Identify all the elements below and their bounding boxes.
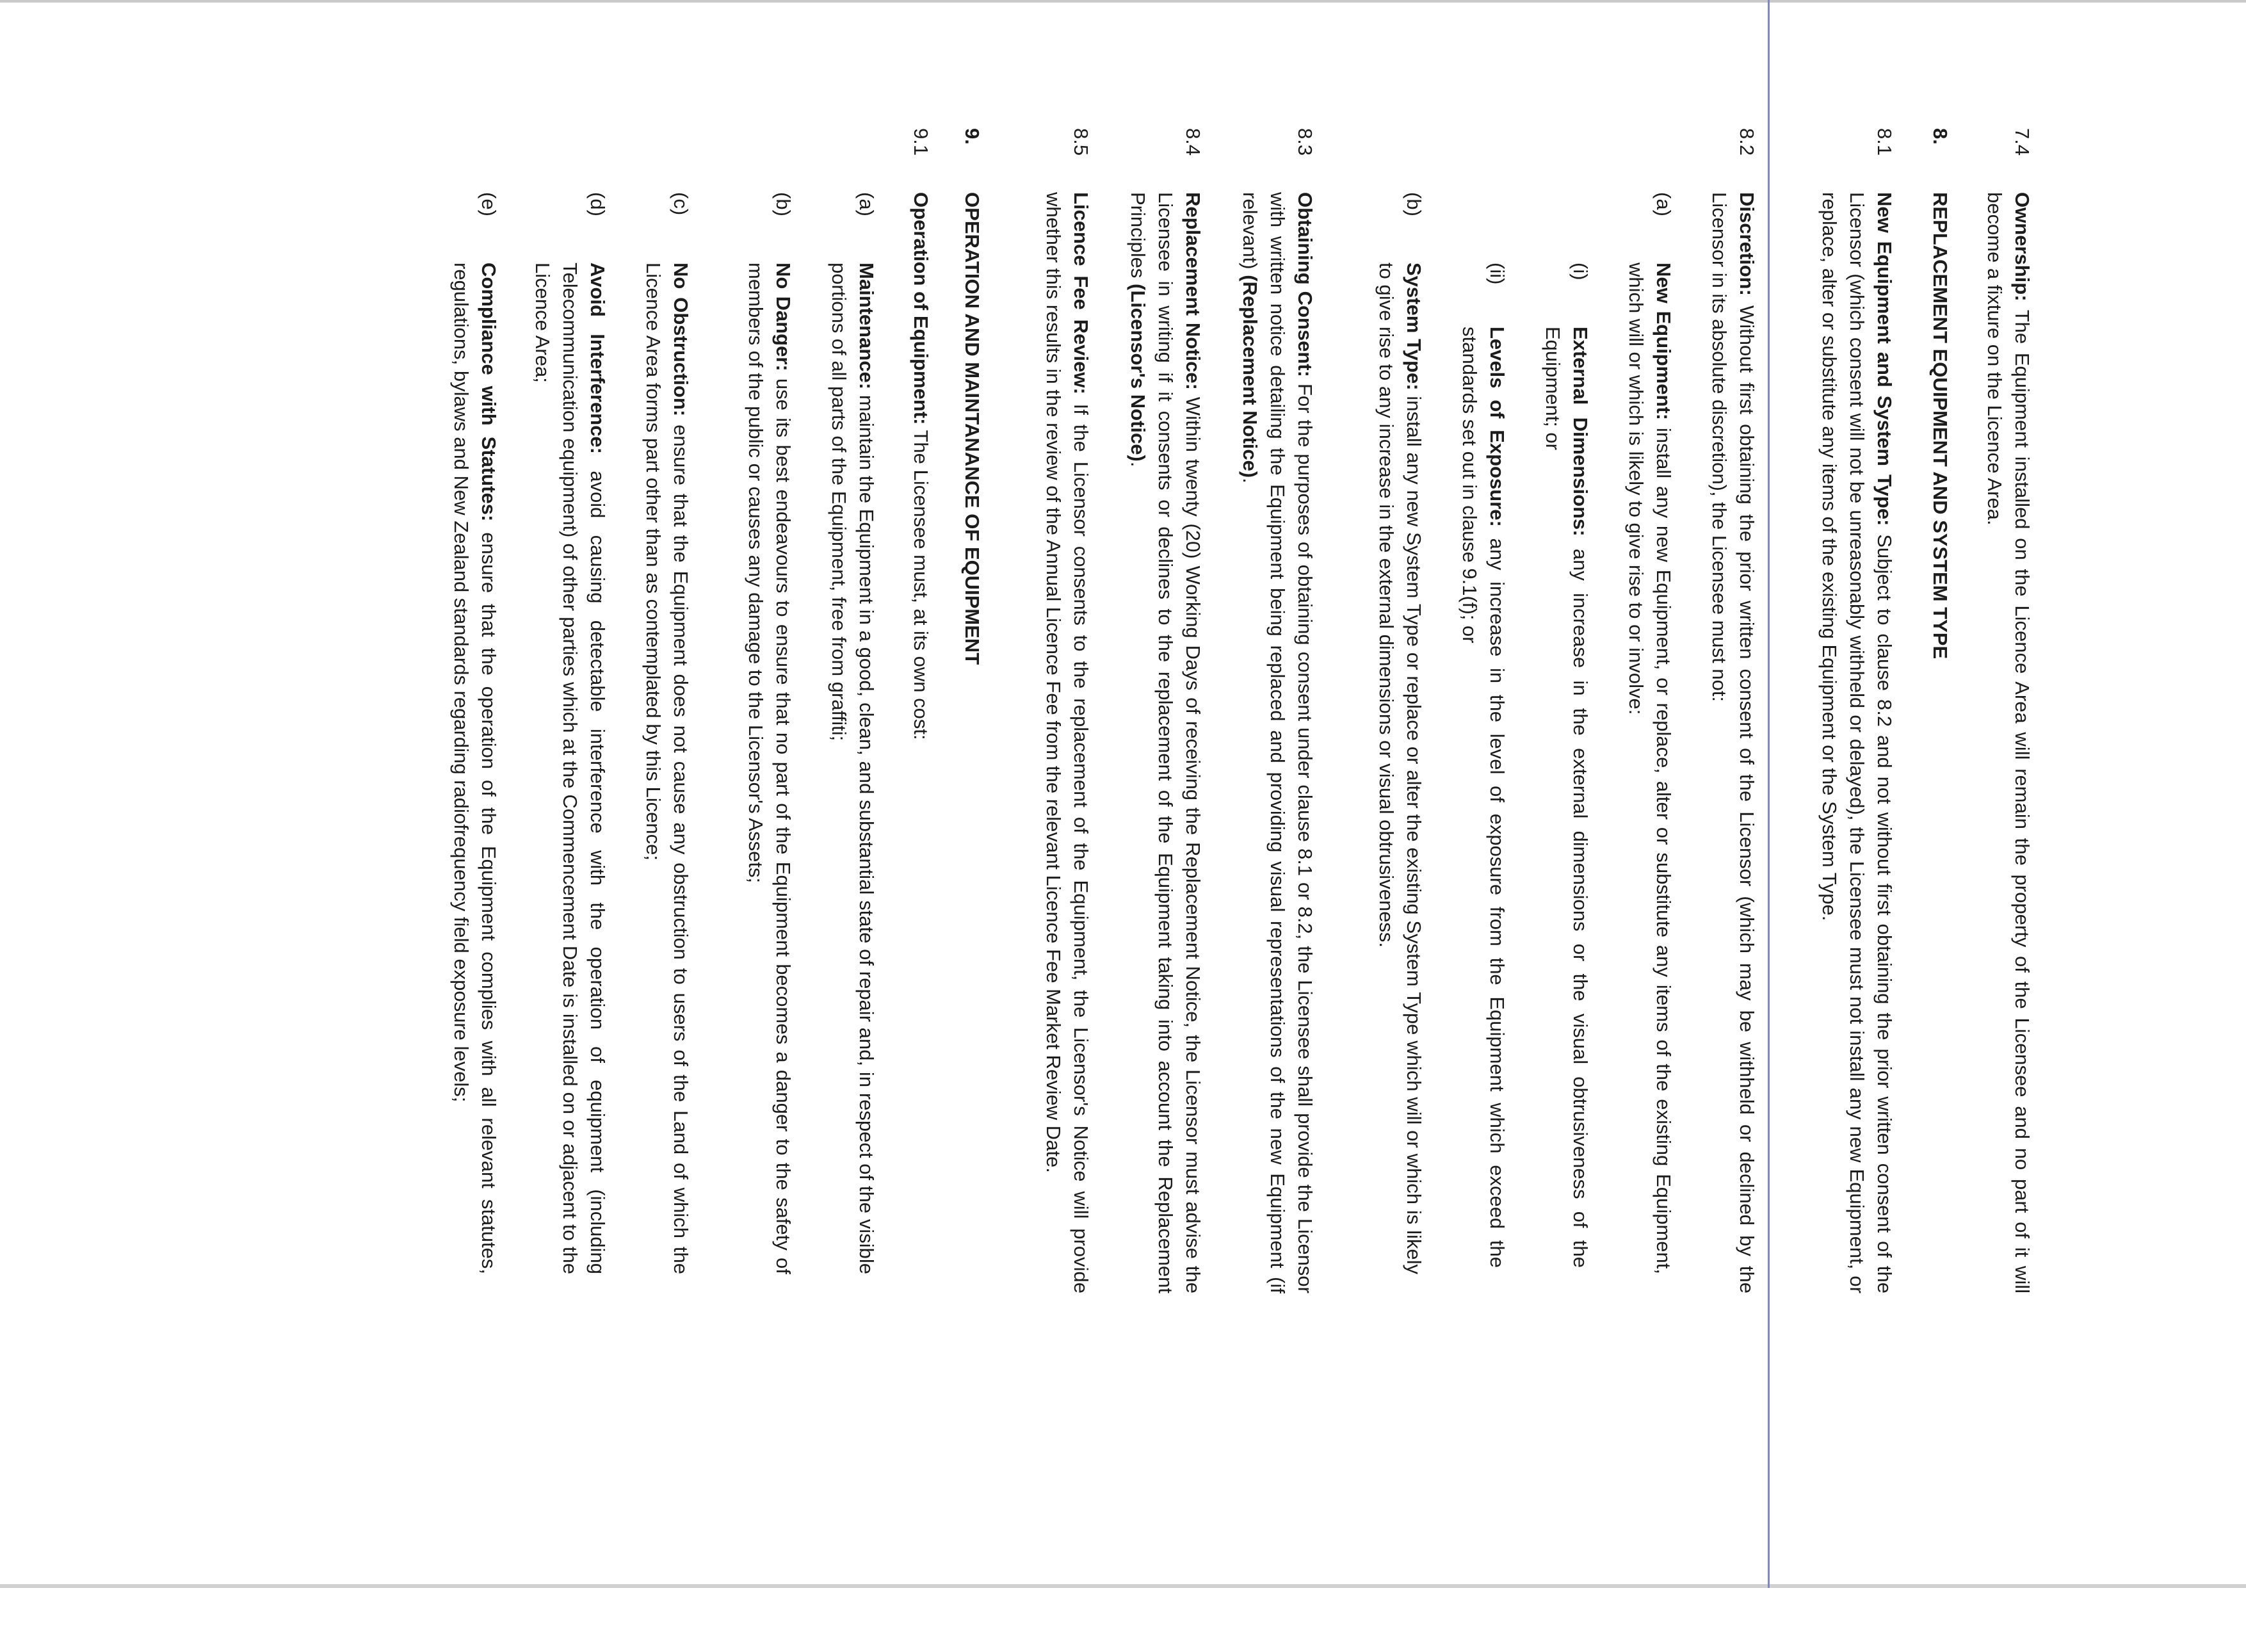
section-number: 9. [961,128,983,145]
section-heading: REPLACEMENT EQUIPMENT AND SYSTEM TYPE [1929,192,1951,660]
clause-text [448,263,503,1274]
clause-text [640,263,695,1274]
clause-text [1040,192,1095,1293]
clause-end: . [1127,461,1149,467]
clause-number: (ii) [1486,263,1508,285]
clause-number: 8.2 [1736,128,1758,156]
rotated-page [0,128,2036,1652]
clause-number: 8.1 [1873,128,1896,156]
clause-body: For the purposes of obtaining consent under clause 8.1 or 8.2, the Licensee shall provide the Licensor with written notice detailing the Equipment being replaced and providing visual representations of the new Equipment (if relevant) [1239,192,1316,1293]
clause-body: maintain the Equipment in a good, clean, and substantial state of repair and, in respect of the visible portions of all parts of the Equipment, free from graffiti; [828,263,878,1274]
clause-body: ensure that the Equipment does not cause any obstruction to users of the Land of which the Licence Area forms part other than as contemplated by this Licence; [642,263,692,1275]
clause-number: (a) [855,192,878,216]
scan-edge-top [0,0,2246,3]
clause-heading: Discretion: [1736,192,1758,296]
clause-heading: New Equipment and System Type: [1873,192,1896,526]
clause-number: 9.1 [910,128,932,156]
clause-text [1706,192,1761,1293]
clause-body: use its best endeavours to ensure that no part of the Equipment becomes a danger to the safety of members of the public or causes any damage to the Licensor's Assets; [745,263,795,1274]
clause-body: The Equipment installed on the Licence Area will remain the property of the Licensee and no part of it will become a fixture on the Licence Area. [1983,192,2033,1293]
clause-heading: Avoid Interference: [586,263,609,454]
clause-number: (b) [1403,192,1425,216]
clause-heading: External Dimensions: [1569,327,1592,537]
clause-heading: Levels of Exposure: [1486,327,1508,527]
clause-number: (c) [670,192,692,216]
clause-text [1456,327,1511,1268]
clause-heading: Obtaining Consent: [1294,192,1316,377]
clause-text [1981,192,2036,1293]
clause-text [1539,327,1594,1268]
clause-body: The Licensee must, at its own cost: [910,430,932,740]
clause-body: any increase in the level of exposure from the Equipment which exceed the standards set out in clause 9.1(f); or [1458,327,1508,1268]
section-number: 8. [1929,128,1951,145]
clause-body: install any new System Type or replace or alter the existing System Type which will or which is likely to give rise to any increase in the external dimensions or visual obtrusiveness. [1375,263,1425,1274]
clause-end: . [1239,478,1261,483]
clause-number: 7.4 [2011,128,2033,156]
clause-number: (b) [772,192,795,216]
clause-body: Subject to clause 8.2 and not without first obtaining the prior written consent of the Licensor (which consent will not be unreasonably withheld or delayed), the Licensee must not install any new Equipment, or replace, alter or substitute any items of the existing Equipment or the System Type. [1818,192,1896,1293]
clause-heading: Licence Fee Review: [1070,192,1092,394]
clause-number: (d) [586,192,609,216]
clause-text [825,263,880,1274]
clause-heading: No Danger: [772,263,795,371]
clause-heading: Maintenance: [855,263,878,390]
defined-term: (Licensor's Notice) [1127,284,1149,462]
defined-term: (Replacement Notice) [1239,275,1261,478]
clause-text [1816,192,1898,1293]
clause-heading: System Type: [1403,263,1425,391]
clause-body: Without first obtaining the prior written consent of the Licensor (which may be withheld or declined by the Licensor in its absolute discretion), the Licensee must not: [1708,192,1758,1293]
clause-number: (a) [1652,192,1675,216]
clause-text [1236,192,1319,1293]
clause-body: install any new Equipment, or replace, alter or substitute any items of the existing Equipment, which will or which is likely to give rise to or involve: [1625,263,1675,1275]
clause-body: any increase in the external dimensions or the visual obtrusiveness of the Equipment; or [1542,327,1592,1268]
clause-text [1622,263,1677,1274]
clause-heading: Ownership: [2011,192,2033,302]
clause-heading: New Equipment: [1652,263,1675,421]
clause-number: 8.5 [1070,128,1092,156]
clause-text [1124,192,1207,1293]
clause-text [529,263,611,1274]
clause-heading: Operation of Equipment: [910,192,932,425]
clause-heading: Compliance with Statutes: [478,263,500,522]
clause-body: avoid causing detectable interference with the operation of equipment (including Telecommunication equipment) of other parties which at the Commencement Date is installed on or adjacent to the Licence Area; [531,263,609,1274]
clause-number: (i) [1569,263,1592,280]
section-heading: OPERATION AND MAINTANANCE OF EQUIPMENT [961,192,983,665]
clause-text [1373,263,1428,1274]
clause-number: (e) [478,192,500,216]
clause-text [742,263,797,1274]
clause-body: ensure that the operation of the Equipment complies with all relevant statutes, regulations, bylaws and New Zealand standards regarding radiofrequency field exposure levels; [450,263,500,1275]
clause-text [907,192,935,1293]
clause-number: 8.4 [1182,128,1204,156]
clause-heading: No Obstruction: [670,263,692,417]
clause-number: 8.3 [1294,128,1316,156]
clause-heading: Replacement Notice: [1182,192,1204,390]
clause-body: Within twenty (20) Working Days of receiving the Replacement Notice, the Licensor must advise the Licensee in writing if it consents or declines to the replacement of the Equipment taking into account the Replacement Principles [1127,192,1204,1293]
clause-body: If the Licensor consents to the replacement of the Equipment, the Licensor's Notice will provide whether this results in the review of the Annual Licence Fee from the relevant Licence Fee Market Review Date. [1042,192,1092,1293]
